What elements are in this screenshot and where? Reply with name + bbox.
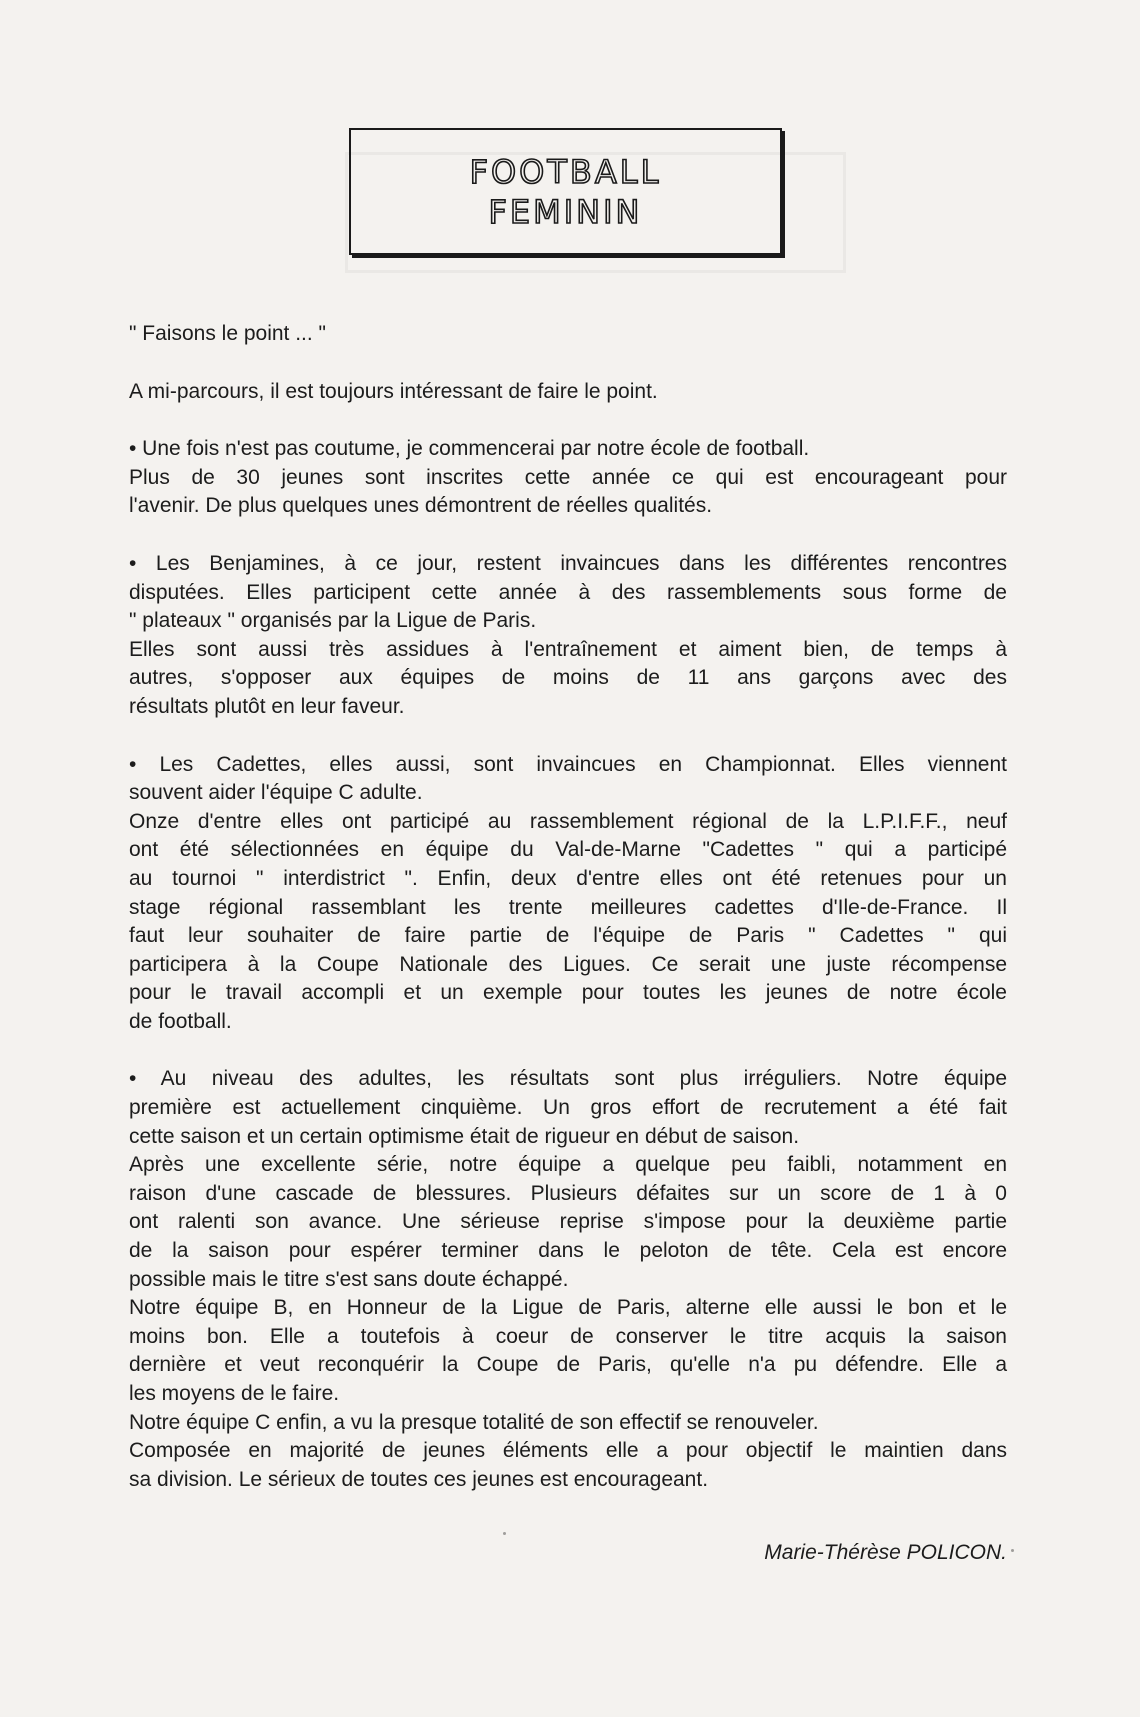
title-line-1: FOOTBALL [469, 153, 662, 191]
stray-mark [503, 1532, 506, 1535]
text-line: pour le travail accompli et un exemple pour toutes les jeunes de notre école [129, 981, 1007, 1005]
text-line: autres, s'opposer aux équipes de moins de 11 ans garçons avec des [129, 666, 1007, 690]
text-line: Plus de 30 jeunes sont inscrites cette année ce qui est encourageant pour [129, 465, 1007, 489]
text-line: les moyens de le faire. [129, 1382, 340, 1405]
text-line: de la saison pour espérer terminer dans le peloton de tête. Cela est encore [129, 1239, 1007, 1263]
title-line-2: FEMININ [488, 193, 643, 231]
text-line: participera à la Coupe Nationale des Ligues. Ce serait une juste récompense [129, 952, 1007, 976]
text-line: • Les Cadettes, elles aussi, sont invaincues en Championnat. Elles viennent [129, 752, 1007, 776]
title-box [349, 128, 782, 255]
text-line: " plateaux " organisés par la Ligue de Paris. [129, 609, 537, 633]
text-line: raison d'une cascade de blessures. Plusieurs défaites sur un score de 1 à 0 [129, 1181, 1007, 1205]
text-line: ont ralenti son avance. Une sérieuse reprise s'impose pour la deuxième partie [129, 1210, 1007, 1234]
text-line: Onze d'entre elles ont participé au rassemblement régional de la L.P.I.F.F., neuf [129, 809, 1007, 833]
text-line: • Une fois n'est pas coutume, je commencerai par notre école de football. [129, 437, 810, 461]
text-line: dernière et veut reconquérir la Coupe de Paris, qu'elle n'a pu défendre. Elle a [129, 1353, 1007, 1377]
text-line: de football. [129, 1009, 232, 1033]
text-line: cette saison et un certain optimisme était de rigueur en début de saison. [129, 1124, 800, 1148]
paragraph [129, 435, 1007, 521]
text-line: Notre équipe B, en Honneur de la Ligue de Paris, alterne elle aussi le bon et le [129, 1296, 1007, 1320]
stray-mark [1011, 1549, 1014, 1552]
intro-line: " Faisons le point ... " [129, 322, 326, 345]
text-line: Elles sont aussi très assidues à l'entraînement et aiment bien, de temps à [129, 637, 1007, 661]
paragraph [129, 1065, 1007, 1494]
paragraph [129, 378, 1007, 407]
text-line: première est actuellement cinquième. Un gros effort de recrutement a été fait [129, 1096, 1007, 1120]
text-line: A mi-parcours, il est toujours intéressant de faire le point. [129, 379, 658, 403]
paragraph [129, 550, 1007, 722]
text-line: faut leur souhaiter de faire partie de l'équipe de Paris " Cadettes " qui [129, 924, 1007, 948]
text-line: résultats plutôt en leur faveur. [129, 694, 405, 718]
text-line: moins bon. Elle a toutefois à coeur de conserver le titre acquis la saison [129, 1324, 1007, 1348]
text-line: possible mais le titre s'est sans doute échappé. [129, 1267, 569, 1291]
text-line: au tournoi " interdistrict ". Enfin, deux d'entre elles ont été retenues pour un [129, 866, 1007, 890]
text-line: disputées. Elles participent cette année à des rassemblements sous forme de [129, 580, 1007, 604]
text-line: Après une excellente série, notre équipe a quelque peu faibli, notamment en [129, 1153, 1007, 1177]
text-line: Composée en majorité de jeunes éléments elle a pour objectif le maintien dans [129, 1439, 1007, 1463]
text-line: souvent aider l'équipe C adulte. [129, 781, 423, 805]
text-line: • Les Benjamines, à ce jour, restent invaincues dans les différentes rencontres [129, 551, 1007, 575]
text-line: Notre équipe C enfin, a vu la presque totalité de son effectif se renouveler. [129, 1410, 819, 1434]
paragraph-list [129, 378, 1007, 1495]
text-line: • Au niveau des adultes, les résultats sont plus irréguliers. Notre équipe [129, 1067, 1007, 1091]
text-line: ont été sélectionnées en équipe du Val-de-Marne "Cadettes " qui a participé [129, 838, 1007, 862]
author-signature: Marie-Thérèse POLICON. [764, 1541, 1007, 1564]
text-line: l'avenir. De plus quelques unes démontrent de réelles qualités. [129, 494, 713, 518]
text-line: stage régional rassemblant les trente meilleures cadettes d'Ile-de-France. Il [129, 895, 1007, 919]
paragraph [129, 751, 1007, 1037]
article-body [129, 320, 1007, 1523]
text-line: sa division. Le sérieux de toutes ces jeunes est encourageant. [129, 1467, 709, 1491]
